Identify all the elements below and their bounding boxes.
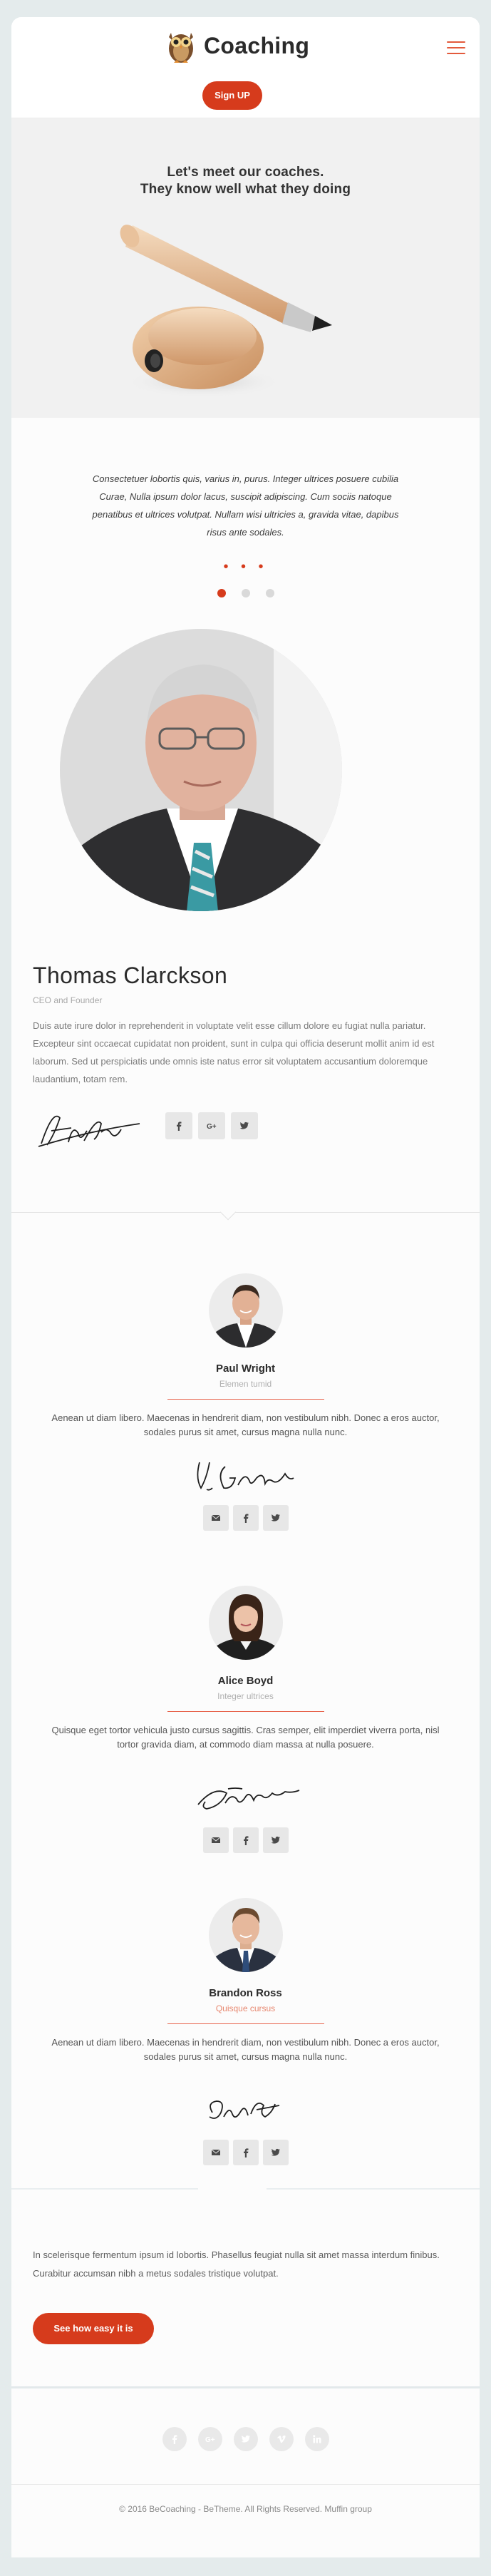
featured-coach-photo [60,629,342,911]
vimeo-icon [276,2434,286,2444]
slider-dot-2[interactable] [242,589,250,597]
twitter-icon [271,2147,281,2157]
linkedin-icon [312,2434,322,2444]
team-member [11,1898,480,2165]
facebook-icon [241,1835,251,1845]
page [11,17,480,2557]
svg-text:G+: G+ [207,1123,217,1131]
featured-coach-role: CEO and Founder [33,995,103,1005]
twitter-icon [271,1835,281,1845]
facebook-button[interactable] [233,1827,259,1853]
member-bio: Aenean ut diam libero. Maecenas in hendrerit diam, non vestibulum nibh. Donec a eros auctor, sodales purus sit amet, cursus magna nulla nunc. [51,2037,440,2062]
hero-title [11,164,480,198]
twitter-button[interactable] [263,2140,289,2165]
signature-image [185,1772,306,1822]
featured-coach-bio: Duis aute irure dolor in reprehenderit in voluptate velit esse cillum dolore eu fugiat nulla pariatur. Excepteur sint occaecat cupidatat non proident, sunt in culpa qui officia deserunt mollit anim id est laborum. Sed ut perspiciatis unde omnis iste natus error sit voluptatem accusantium doloremque laudantium, totam rem. [33,1020,435,1084]
member-accent-line [167,1711,324,1712]
google-plus-icon [207,1121,217,1131]
facebook-icon [241,1513,251,1523]
signature-image [33,1102,147,1152]
logo[interactable] [164,27,309,64]
twitter-icon [271,1513,281,1523]
signature-image [185,1449,306,1499]
member-role: Integer ultrices [217,1691,274,1701]
slider-dot-1[interactable] [217,589,226,597]
hero-title-line-1: Let's meet our coaches. [167,165,324,180]
hero-title-line-2: They know well what they doing [140,182,351,197]
footer-divider [11,2484,480,2485]
footer-twitter-link[interactable] [234,2427,258,2451]
member-social [11,1827,480,1853]
footer-linkedin-link[interactable] [305,2427,329,2451]
facebook-icon [174,1121,184,1131]
footer-google-plus-link[interactable] [198,2427,222,2451]
signature-image [185,2084,306,2134]
wooden-pencil-image [118,197,353,411]
slider-dot-3[interactable] [266,589,274,597]
featured-coach-social [165,1112,258,1139]
facebook-button[interactable] [233,2140,259,2165]
hamburger-menu-icon[interactable] [447,41,465,56]
divider-notch [220,1204,237,1221]
team-list [11,1259,480,2206]
member-name: Brandon Ross [209,1987,282,1999]
slider-pager [11,589,480,597]
google-plus-icon [205,2434,215,2444]
svg-text:G+: G+ [205,2436,215,2444]
facebook-button[interactable] [165,1112,192,1139]
featured-coach [11,617,480,1259]
twitter-icon [239,1121,249,1131]
member-role: Elemen tumid [219,1379,272,1389]
footer-facebook-link[interactable] [162,2427,187,2451]
facebook-icon [241,2147,251,2157]
member-accent-line [167,1399,324,1400]
team-member [11,1586,480,1853]
team-member [11,1273,480,1531]
member-name: Alice Boyd [217,1675,274,1687]
google-plus-button[interactable] [198,1112,225,1139]
twitter-button[interactable] [263,1827,289,1853]
signup-button[interactable]: Sign UP [202,81,262,110]
footer-vimeo-link[interactable] [269,2427,294,2451]
facebook-button[interactable] [233,1505,259,1531]
featured-coach-name: Thomas Clarckson [33,963,228,988]
logo-text: Coaching [204,32,310,58]
twitter-button[interactable] [263,1505,289,1531]
member-avatar [209,1586,283,1660]
mail-button[interactable] [203,1827,229,1853]
twitter-icon [241,2434,251,2444]
footer-social [11,2427,480,2451]
hero-slider [11,118,480,617]
mail-button[interactable] [203,1505,229,1531]
site-footer [11,2388,480,2557]
member-accent-line [167,2023,324,2024]
member-bio: Aenean ut diam libero. Maecenas in hendrerit diam, non vestibulum nibh. Donec a eros auctor, sodales purus sit amet, cursus magna nulla nunc. [51,1412,440,1437]
hero-quote: Consectetuer lobortis quis, varius in, purus. Integer ultrices posuere cubilia Curae, Nulla ipsum dolor lacus, suscipit adipiscing. Cum sociis natoque penatibus et ultrices volutpat. Nullam wisi ultricies a, gravida vitae, dapibus risus ante sodales. [92,473,399,538]
member-avatar [209,1273,283,1348]
member-avatar [209,1898,283,1972]
member-social [11,2140,480,2165]
copyright-text: © 2016 BeCoaching - BeTheme. All Rights Reserved. Muffin group [119,2504,372,2514]
divider-gap [198,2186,267,2192]
cta-section [11,2206,480,2388]
member-name: Paul Wright [215,1363,276,1375]
cta-text: In scelerisque fermentum ipsum id lobortis. Phasellus feugiat nulla sit amet massa interdum finibus. Curabitur accumsan nibh a metus sodales tristique volutpat. [33,2249,440,2279]
see-how-easy-button[interactable]: See how easy it is [33,2313,154,2344]
mail-button[interactable] [203,2140,229,2165]
member-bio: Quisque eget tortor vehicula justo cursus sagittis. Cras semper, elit imperdiet viverra porta, nisl tortor gravida diam, at commodo diam massa at nulla posuere. [51,1725,440,1750]
site-header [11,17,480,118]
section-divider [11,1212,480,1213]
mail-icon [211,1513,221,1523]
twitter-button[interactable] [231,1112,258,1139]
member-role: Quisque cursus [215,2003,276,2013]
mail-icon [211,2147,221,2157]
member-social [11,1505,480,1531]
mail-icon [211,1835,221,1845]
owl-logo-icon [164,27,198,64]
facebook-icon [170,2434,180,2444]
hero-dots-ornament: • • • [223,559,268,575]
